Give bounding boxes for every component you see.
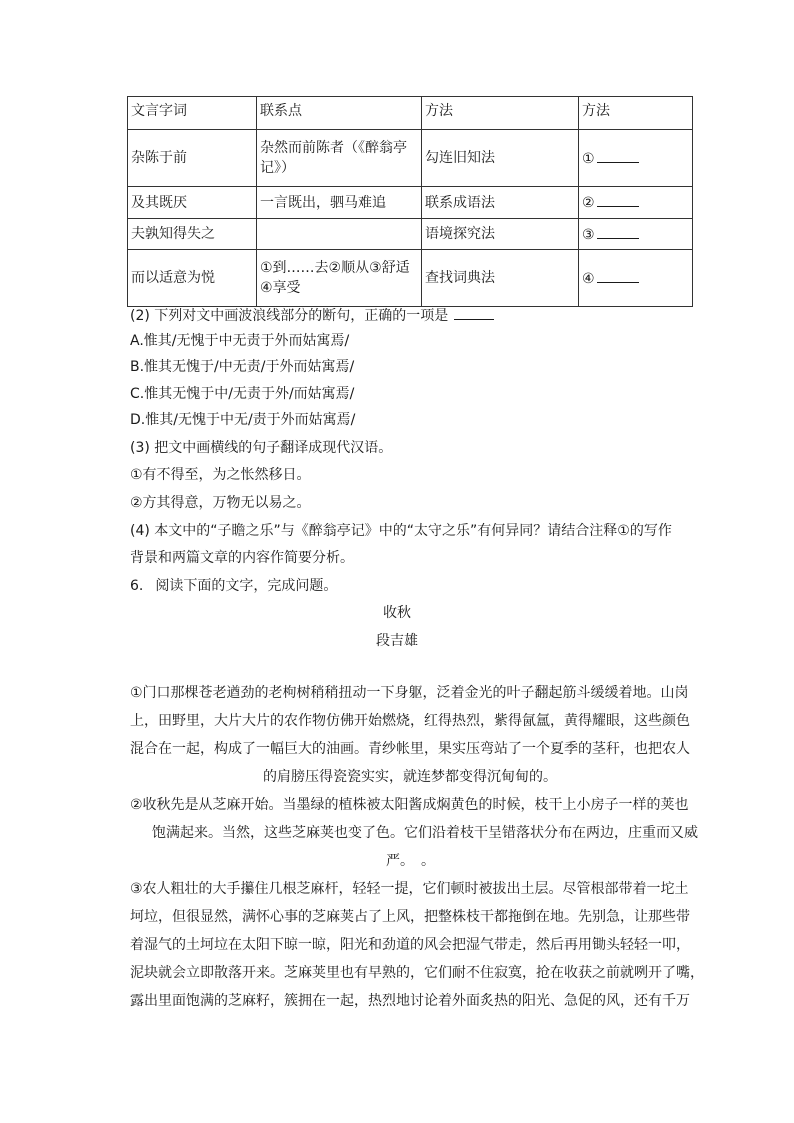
table-cell-answer bbox=[579, 219, 693, 250]
answer-blank[interactable] bbox=[597, 224, 639, 239]
option-d: D.惟其/无愧于中无/责于外而姑寓焉/ bbox=[130, 412, 356, 428]
paragraph-text: 严。 bbox=[386, 853, 407, 869]
vocab-table bbox=[127, 96, 693, 307]
answer-label: ① bbox=[582, 150, 595, 167]
question-number: 6. bbox=[130, 578, 144, 594]
question-3-item: ②方其得意，万物无以易之。 bbox=[130, 495, 311, 511]
answer-blank[interactable] bbox=[454, 305, 494, 320]
paragraph-line: ②收秋先是从芝麻开始。当墨绿的植株被太阳酱成焖黄色的时候，枝干上小房子一样的荚也 bbox=[130, 797, 689, 813]
question-4-line: (4) 本文中的“子瞻之乐”与《醉翁亭记》中的“太守之乐”有何异同？请结合注释①的写作 bbox=[130, 523, 672, 539]
paragraph-line: 坷垃，但很显然，满怀心事的芝麻荚占了上风，把整株枝干都拖倒在地。先别急，让那些带 bbox=[130, 909, 690, 925]
table-cell-word: 杂陈于前 bbox=[128, 130, 257, 187]
answer-blank[interactable] bbox=[597, 148, 639, 163]
answer-blank[interactable] bbox=[597, 192, 639, 207]
option-c: C.惟其无愧于中/无责于外/而姑寓焉/ bbox=[130, 386, 355, 402]
table-cell-link: ①到……去②顺从③舒适④享受 bbox=[257, 250, 422, 307]
paragraph-line: ①门口那棵苍老遒劲的老枸树稍稍扭动一下身躯，泛着金光的叶子翻起筋斗缓缓着地。山岗 bbox=[130, 685, 689, 701]
table-row bbox=[128, 250, 693, 307]
table-row bbox=[128, 187, 693, 219]
table-header-cell: 方法 bbox=[422, 97, 579, 130]
table-header-row bbox=[128, 97, 693, 130]
article-author: 段吉雄 bbox=[376, 633, 418, 649]
question-3-item: ①有不得至，为之怅然移日。 bbox=[130, 467, 311, 483]
paragraph-line bbox=[386, 851, 435, 871]
answer-blank[interactable] bbox=[597, 268, 639, 283]
option-b: B.惟其无愧于/中无责/于外而姑寓焉/ bbox=[130, 359, 355, 375]
paragraph-line: 着湿气的土坷垃在太阳下晾一晾，阳光和劲道的风会把湿气带走，然后再用锄头轻轻一叩， bbox=[130, 937, 690, 953]
option-a: A.惟其/无愧于中无责于外而姑寓焉/ bbox=[130, 333, 350, 349]
answer-label: ③ bbox=[582, 226, 595, 243]
question-6-text: 阅读下面的文字，完成问题。 bbox=[155, 578, 338, 594]
table-row bbox=[128, 130, 693, 187]
paragraph-text: 。 bbox=[421, 853, 435, 869]
table-cell-answer bbox=[579, 187, 693, 219]
question-2-stem bbox=[130, 305, 494, 326]
paragraph-line: 露出里面饱满的芝麻籽，簇拥在一起，热烈地讨论着外面炙热的阳光、急促的风，还有千万 bbox=[130, 993, 690, 1009]
table-cell-answer bbox=[579, 250, 693, 307]
table-cell-method: 勾连旧知法 bbox=[422, 130, 579, 187]
table-cell-link bbox=[257, 219, 422, 250]
table-row bbox=[128, 219, 693, 250]
paragraph-line: 混合在一起，构成了一幅巨大的油画。青纱帐里，果实压弯站了一个夏季的茎秆，也把农人 bbox=[130, 741, 690, 757]
table-header-cell: 方法 bbox=[579, 97, 693, 130]
answer-label: ② bbox=[582, 195, 595, 211]
table-cell-method: 查找词典法 bbox=[422, 250, 579, 307]
table-header-cell: 文言字词 bbox=[128, 97, 257, 130]
paragraph-line: 上，田野里，大片大片的农作物仿佛开始燃烧，红得热烈，紫得氤氲，黄得耀眼，这些颜色 bbox=[130, 713, 690, 729]
table-cell-method: 语境探究法 bbox=[422, 219, 579, 250]
table-cell-answer bbox=[579, 130, 693, 187]
table-cell-word: 而以适意为悦 bbox=[128, 250, 257, 307]
paragraph-line: ③农人粗壮的大手攥住几根芝麻杆，轻轻一提，它们顿时被拔出土层。尽管根部带着一坨土 bbox=[130, 881, 689, 897]
paragraph-line: 的肩膀压得瓷瓷实实，就连梦都变得沉甸甸的。 bbox=[263, 769, 557, 785]
table-cell-link: 一言既出，驷马难追 bbox=[257, 187, 422, 219]
table-cell-method: 联系成语法 bbox=[422, 187, 579, 219]
answer-label: ④ bbox=[582, 270, 595, 287]
question-4-line: 背景和两篇文章的内容作简要分析。 bbox=[130, 550, 354, 566]
table-cell-word: 及其既厌 bbox=[128, 187, 257, 219]
question-2-text: (2) 下列对文中画波浪线部分的断句，正确的一项是 bbox=[130, 308, 449, 324]
question-3-stem: (3) 把文中画横线的句子翻译成现代汉语。 bbox=[130, 440, 393, 456]
table-cell-word: 夫孰知得失之 bbox=[128, 219, 257, 250]
paragraph-line: 泥块就会立即散落开来。芝麻荚里也有早熟的，它们耐不住寂寞，抢在收获之前就咧开了嘴， bbox=[130, 965, 704, 981]
article-title: 收秋 bbox=[383, 605, 411, 621]
table-header-cell: 联系点 bbox=[257, 97, 422, 130]
paragraph-line: 饱满起来。当然，这些芝麻荚也变了色。它们沿着枝干呈错落状分布在两边，庄重而又威 bbox=[152, 825, 698, 841]
question-6 bbox=[130, 576, 337, 596]
table-cell-link: 杂然而前陈者（《醉翁亭记》） bbox=[257, 130, 422, 187]
